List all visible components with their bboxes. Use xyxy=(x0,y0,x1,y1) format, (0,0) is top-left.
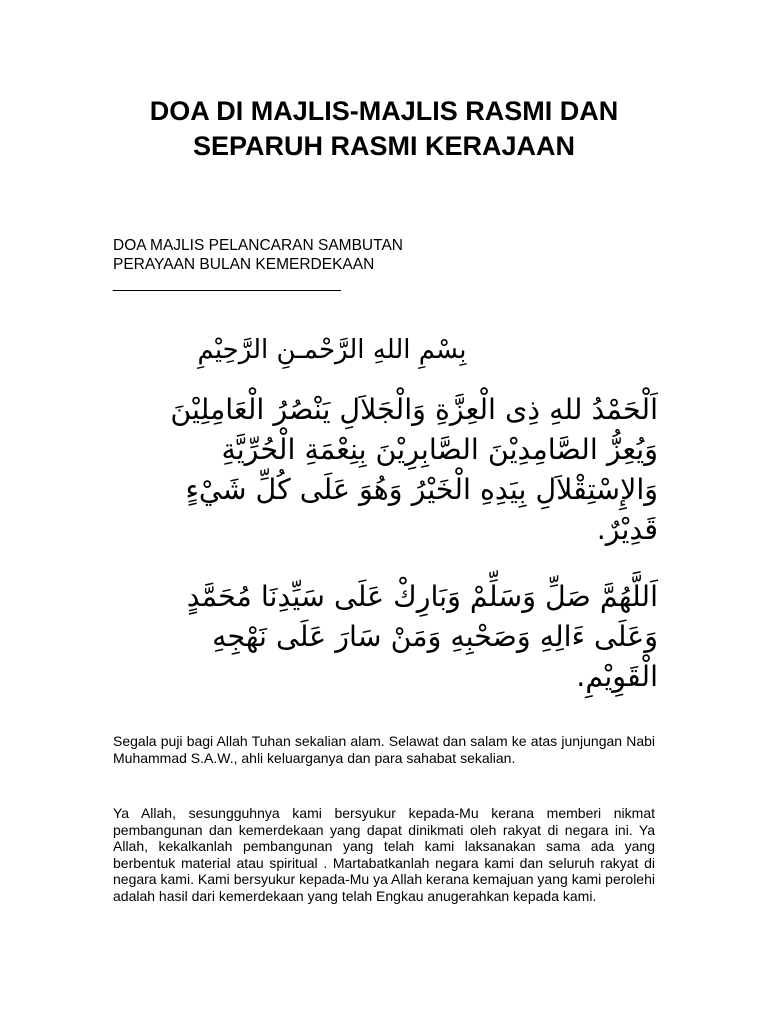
translation-paragraph-1: Segala puji bagi Allah Tuhan sekalian alam. Selawat dan salam ke atas junjungan Nabi Muhammad S.A.W., ahli keluarganya dan para sahabat sekalian. xyxy=(113,733,655,766)
section-heading-line-1: DOA MAJLIS PELANCARAN SAMBUTAN xyxy=(113,237,403,254)
hamd-arabic-block xyxy=(110,390,658,550)
hamd-line-4: قَدِيْرٌ. xyxy=(596,513,658,546)
hamd-line-1: اَلْحَمْدُ للهِ ذِى الْعِزَّةِ وَالْجَلاَلِ يَنْصُرُ الْعَامِلِيْنَ xyxy=(170,393,658,426)
translation-paragraph-2: Ya Allah, sesungguhnya kami bersyukur kepada-Mu kerana memberi nikmat pembangunan dan kemerdekaan yang dapat dinikmati oleh rakyat di negara ini. Ya Allah, kekalkanlah pembangunan yang telah kami laksanakan sama ada yang berbentuk material atau spiritual . Martabatkanlah negara kami dan seluruh rakyat di negara kami. Kami bersyukur kepada-Mu ya Allah kerana kemajuan yang kami perolehi adalah hasil dari kemerdekaan yang telah Engkau anugerahkan kepada kami. xyxy=(113,805,655,904)
hamd-line-2: وَيُعِزُّ الصَّامِدِيْنَ الصَّابِرِيْنَ بِنِعْمَةِ الْحُرِّيَّةِ xyxy=(221,433,658,466)
page-title xyxy=(80,94,688,164)
title-line-2: SEPARUH RASMI KERAJAAN xyxy=(192,131,576,161)
salawat-line-3: الْقَوِيْمِ. xyxy=(576,660,658,693)
section-heading xyxy=(113,236,673,293)
basmala-arabic: بِسْمِ اللهِ الرَّحْمـنِ الرَّحِيْمِ xyxy=(197,335,467,365)
salawat-arabic-block xyxy=(110,577,658,697)
salawat-line-1: اَللَّهُمَّ صَلِّ وَسَلِّمْ وَبَارِكْ عَلَى سَيِّدِنَا مُحَمَّدٍ xyxy=(186,580,658,613)
hamd-line-3: وَالإِسْتِقْلاَلِ بِيَدِهِ الْخَيْرُ وَهُوَ عَلَى كُلِّ شَيْءٍ xyxy=(185,473,658,506)
title-line-1: DOA DI MAJLIS-MAJLIS RASMI DAN xyxy=(149,96,619,126)
heading-underline: ____________________________ xyxy=(113,275,341,292)
section-heading-line-2: PERAYAAN BULAN KEMERDEKAAN xyxy=(113,256,375,273)
salawat-line-2: وَعَلَى ءَالِهِ وَصَحْبِهِ وَمَنْ سَارَ عَلَى نَهْجِهِ xyxy=(212,620,658,653)
